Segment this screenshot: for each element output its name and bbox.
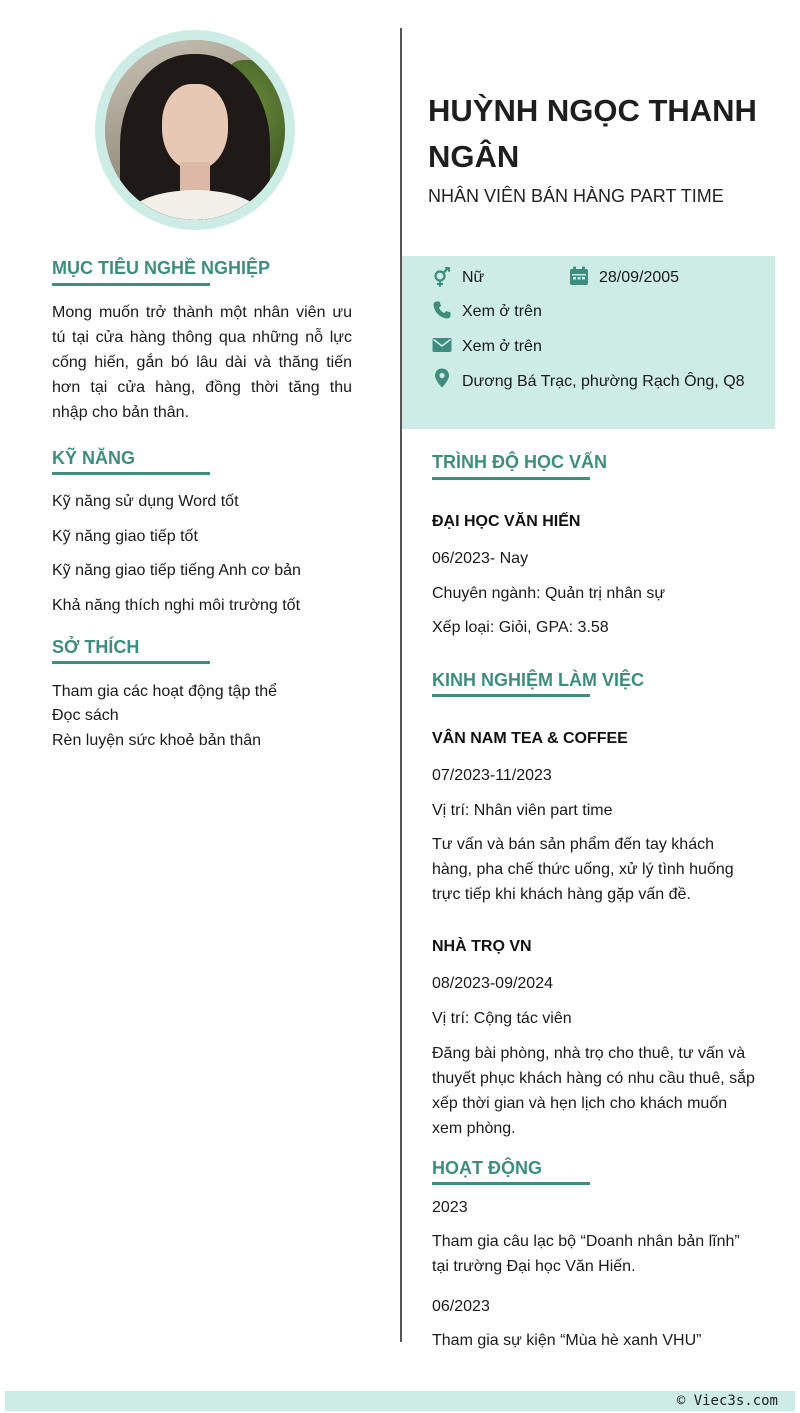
skills-underline [52,472,210,475]
school-name: ĐẠI HỌC VĂN HIẾN [432,513,581,530]
education-grade: Xếp loại: Giỏi, GPA: 3.58 [432,619,609,636]
avatar [95,30,295,230]
activities-underline [432,1182,590,1185]
activity-text: Tham gia câu lạc bộ “Doanh nhân bản lĩnh” tại trường Đại học Văn Hiến. [432,1233,740,1275]
contact-panel [402,256,775,429]
activity-text: Tham gia sự kiện “Mùa hè xanh VHU” [432,1332,702,1349]
hobby-item: Tham gia các hoạt động tập thể [52,683,278,700]
email-value: Xem ở trên [462,338,542,355]
job-description: Tư vấn và bán sản phẩm đến tay khách hàng, pha chế thức uống, xử lý tình huống trực tiếp khi khách hàng gặp vấn đề. [432,836,734,903]
education-period: 06/2023- Nay [432,550,529,567]
column-divider [400,28,402,1342]
skills-title: KỸ NĂNG [52,448,136,468]
birthday-value: 28/09/2005 [599,269,680,286]
objective-text: Mong muốn trở thành một nhân viên ưu tú tại cửa hàng thông qua những nỗ lực cống hiến, gắn bó lâu dài và thăng tiến hơn tại cửa hàng, đồng thời tăng thu nhập cho bản thân. [52,304,352,421]
education-major: Chuyên ngành: Quản trị nhân sự [432,585,666,602]
calendar-icon [569,266,589,286]
phone-value: Xem ở trên [462,303,542,320]
gender-value: Nữ [462,269,485,286]
job-company: NHÀ TRỌ VN [432,938,532,955]
skill-item: Kỹ năng giao tiếp tốt [52,528,198,545]
footer-watermark: © Viec3s.com [676,1393,778,1409]
objective-title: MỤC TIÊU NGHỀ NGHIỆP [52,258,271,278]
activity-date: 2023 [432,1199,468,1216]
hobby-item: Đọc sách [52,707,119,724]
education-underline [432,477,590,480]
job-description: Đăng bài phòng, nhà trọ cho thuê, tư vấn và thuyết phục khách hàng có nhu cầu thuê, sắp xếp thời gian và hẹn lịch cho khách muốn xem phòng. [432,1045,755,1137]
job-company: VÂN NAM TEA & COFFEE [432,730,628,747]
profile-photo [105,40,285,220]
address-value: Dương Bá Trạc, phường Rạch Ông, Q8 [462,373,745,390]
objective-underline [52,283,210,286]
hobby-item: Rèn luyện sức khoẻ bản thân [52,732,262,749]
phone-icon [432,300,452,320]
candidate-name: HUỲNH NGỌC THANH NGÂN [428,93,757,174]
hobbies-title: SỞ THÍCH [52,637,140,657]
job-position: Vị trí: Nhân viên part time [432,802,613,819]
education-title: TRÌNH ĐỘ HỌC VẤN [432,452,607,472]
job-title: NHÂN VIÊN BÁN HÀNG PART TIME [428,186,724,206]
job-period: 08/2023-09/2024 [432,975,553,992]
skill-item: Khả năng thích nghi môi trường tốt [52,597,301,614]
location-pin-icon [432,368,452,388]
skill-item: Kỹ năng giao tiếp tiếng Anh cơ bản [52,562,301,579]
job-period: 07/2023-11/2023 [432,767,552,784]
job-position: Vị trí: Cộng tác viên [432,1010,572,1027]
gender-icon [432,267,452,287]
experience-title: KINH NGHIỆM LÀM VIỆC [432,670,645,690]
activity-date: 06/2023 [432,1298,490,1315]
hobbies-underline [52,661,210,664]
mail-icon [432,335,452,355]
skill-item: Kỹ năng sử dụng Word tốt [52,493,239,510]
activities-title: HOẠT ĐỘNG [432,1158,542,1178]
experience-underline [432,694,590,697]
